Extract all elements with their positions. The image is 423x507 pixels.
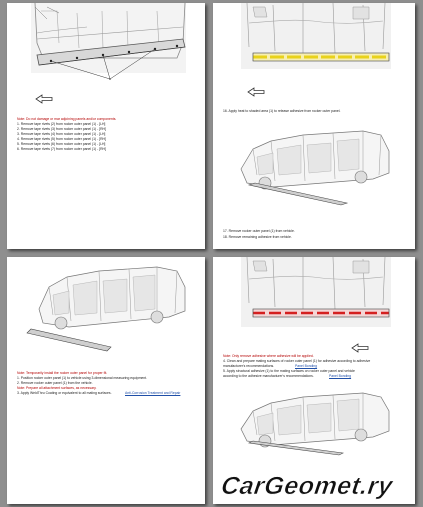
step-line: 1. Position rocker outer panel (1) to vehicle using 3-dimensional measuring equipment. <box>17 376 148 380</box>
step-line: 5. Apply structural adhesive (1) to the mating surfaces on rocker outer panel and vehicle <box>223 369 355 373</box>
step-line: 6. Remove tape rivets (7) from rocker outer panel (1) - [RH] <box>17 147 106 151</box>
vehicle-body-diagram <box>7 265 205 361</box>
watermark-text: CarGeomet.ry <box>219 471 395 500</box>
vehicle-body-diagram <box>213 391 415 457</box>
step-line: 2. Remove rocker outer panel (1) from the vehicle. <box>17 381 93 385</box>
document-page-2 <box>213 3 415 249</box>
note-text: Note: Temporarily install the rocker outer panel for proper fit. <box>17 371 108 375</box>
rocker-panel-diagram <box>7 3 205 95</box>
step-line: 2. Remove tape rivets (3) from rocker outer panel (1) - [RH] <box>17 127 106 131</box>
step-line: 17. Remove rocker outer panel (1) from vehicle. <box>223 229 295 233</box>
step-line: 1. Remove tape rivets (2) from rocker outer panel (1) - [LH] <box>17 122 106 126</box>
view-direction-arrow-icon <box>35 94 55 104</box>
adhesive-application-diagram <box>213 257 415 337</box>
step-line: 5. Remove tape rivets (6) from rocker outer panel (1) - [LH] <box>17 142 106 146</box>
note-text: Note: Prepare all attachment surfaces, as necessary. <box>17 386 97 390</box>
step-line: manufacturer's recommendations. <box>223 364 275 368</box>
step-line: 4. Remove tape rivets (5) from rocker outer panel (1) - [RH] <box>17 137 106 141</box>
document-page-1 <box>7 3 205 249</box>
panel-bonding-link[interactable]: Panel Bonding <box>295 364 318 368</box>
view-direction-arrow-icon <box>247 87 267 97</box>
note-text: Note: Only remove adhesive where adhesive will be applied. <box>223 354 314 358</box>
step-line: 3. Remove tape rivets (4) from rocker outer panel (1) - [LH] <box>17 132 106 136</box>
step-line: 4. Clean and prepare mating surfaces of rocker outer panel (1) for adhesive according to adhesive <box>223 359 371 363</box>
document-page-4 <box>213 257 415 504</box>
cargeometry-watermark-logo <box>193 468 420 504</box>
document-page-3 <box>7 257 205 504</box>
anti-corrosion-link[interactable]: Anti-Corrosion Treatment and Repair <box>125 391 181 395</box>
step-line: 3. Apply WeldThru Coating or equivalent to all mating surfaces. <box>17 391 112 395</box>
step-line: 18. Remove remaining adhesive from vehicle. <box>223 235 292 239</box>
step-line: according to the adhesive manufacturer's recommendations. <box>223 374 314 378</box>
note-text: Note: Do not damage or mar adjoining panels and/or components. <box>17 117 117 121</box>
view-direction-arrow-icon <box>351 343 371 353</box>
vehicle-body-diagram <box>213 127 415 213</box>
shaded-area-diagram <box>213 3 415 83</box>
step-line: 16. Apply heat to shaded area (1) to release adhesive from rocker outer panel. <box>223 109 341 113</box>
panel-bonding-link[interactable]: Panel Bonding <box>329 374 352 378</box>
